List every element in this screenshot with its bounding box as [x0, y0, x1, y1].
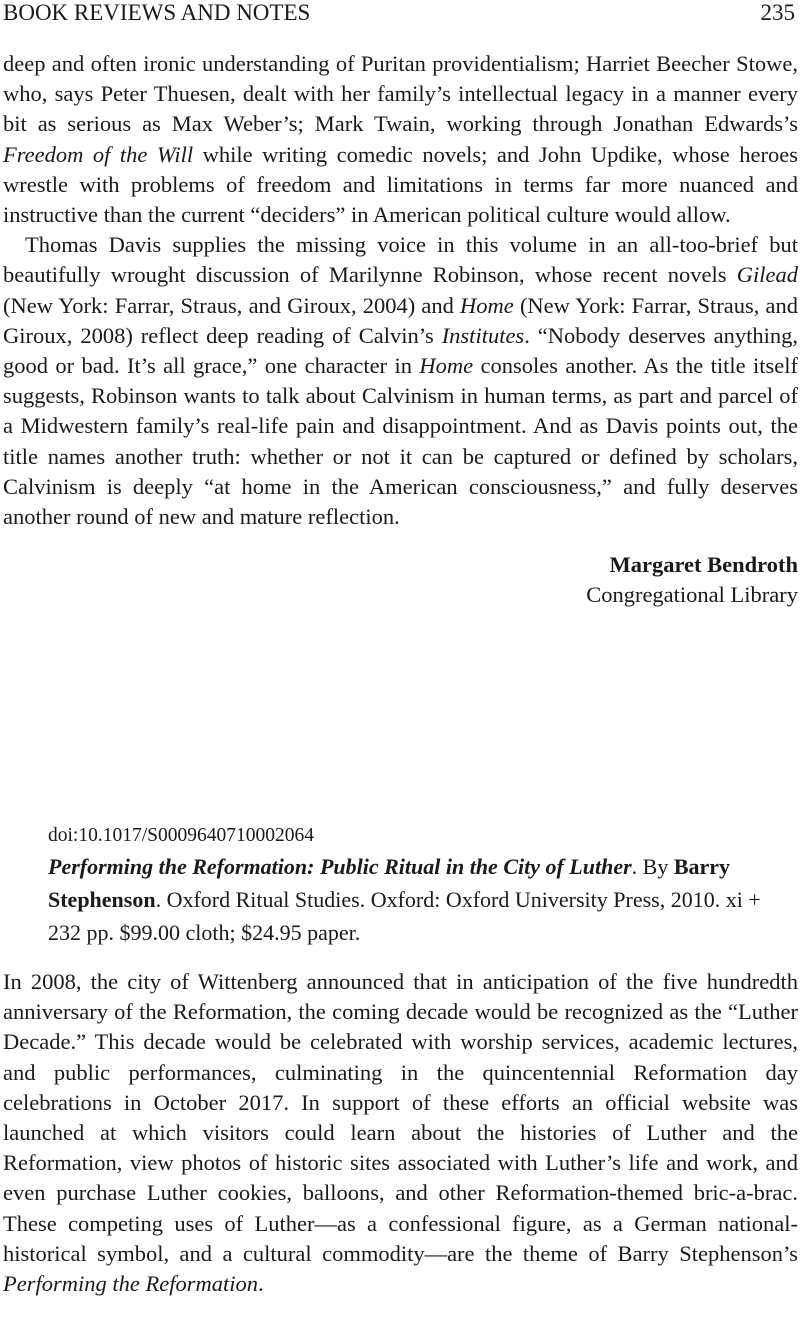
reviewer-affiliation: Congregational Library [586, 582, 798, 608]
review-body [3, 967, 798, 1299]
review-paragraph-1 [3, 967, 798, 1299]
review-heading [48, 822, 768, 949]
continuation-paragraph-2 [3, 230, 798, 532]
italic-book-title: Freedom of the Will [3, 141, 194, 167]
continuation-paragraph-1 [3, 49, 798, 230]
reviewed-book-title: Performing the Reformation: Public Ritual in the City of Luther [48, 854, 632, 879]
text-run: (New York: Farrar, Straus, and Giroux, 2008) reflect deep reading of Calvin’s [3, 292, 799, 348]
book-citation [48, 850, 768, 949]
running-head [3, 0, 795, 26]
text-run: while writing comedic novels; and John Updike, whose heroes wrestle with problems of freedom and limitations in terms far more nuanced and instructive than the current “deciders” in American political culture would allow. [3, 141, 798, 228]
text-run: Thomas Davis supplies the missing voice in this volume in an all-too-brief but beautifully wrought discussion of Marilynne Robinson, whose recent novels [3, 232, 798, 288]
publication-details: . Oxford Ritual Studies. Oxford: Oxford University Press, 2010. xi + 232 pp. $99.00 cloth; $24.95 paper. [48, 887, 761, 945]
text-run: consoles another. As the title itself suggests, Robinson wants to talk about Calvinism in human terms, as part and parcel of a Midwestern family’s real-life pain and disappointment. And as Davis points out, the title names another truth: whether or not it can be captured or defined by scholars, Calvinism is deeply “at home in the American consciousness,” and fully deserves another round of new and mature reflection. [3, 353, 798, 530]
text-run: (New York: Farrar, Straus, and Giroux, 2004) and [3, 292, 461, 318]
italic-book-title: Home [419, 353, 474, 379]
text-run: . By [631, 854, 674, 879]
italic-book-title: Gilead [736, 262, 798, 288]
text-run: . “Nobody deserves anything, good or bad. It’s all grace,” one character in [3, 322, 798, 379]
reviewer-name: Margaret Bendroth [609, 552, 798, 578]
italic-book-title: Institutes [441, 322, 525, 348]
text-run: In 2008, the city of Wittenberg announced that in anticipation of the five hundredth anniversary of the Reformation, the coming decade would be recognized as the “Luther Decade.” This decade would be celebrated with worship services, academic lectures, and public performances, culminating in the quincentennial Reformation day celebrations in October 2017. In support of these efforts an official website was launched at which visitors could learn about the histories of Luther and the Reformation, view photos of historic sites associated with Luther’s life and work, and even purchase Luther cookies, balloons, and other Reformation-themed bric-a-brac. These competing uses of Luther—as a confessional figure, as a German national-historical symbol, and a cultural commodity—are the theme of Barry Stephenson’s [3, 969, 798, 1266]
journal-section-title: BOOK REVIEWS AND NOTES [3, 0, 311, 25]
book-author: Barry Stephenson [48, 854, 731, 912]
text-run: . [257, 1271, 264, 1297]
doi: doi:10.1017/S0009640710002064 [48, 825, 314, 846]
page-number: 235 [760, 0, 795, 25]
italic-book-title: Home [460, 292, 514, 318]
reviewer-signature [3, 550, 798, 610]
italic-book-title: Performing the Reformation [3, 1271, 258, 1297]
text-run: deep and often ironic understanding of Puritan providentialism; Harriet Beecher Stowe, who, says Peter Thuesen, dealt with her family’s intellectual legacy in a manner every bit as serious as Max Weber’s; Mark Twain, working through Jonathan Edwards’s [3, 51, 798, 137]
previous-review-continuation [3, 49, 798, 611]
